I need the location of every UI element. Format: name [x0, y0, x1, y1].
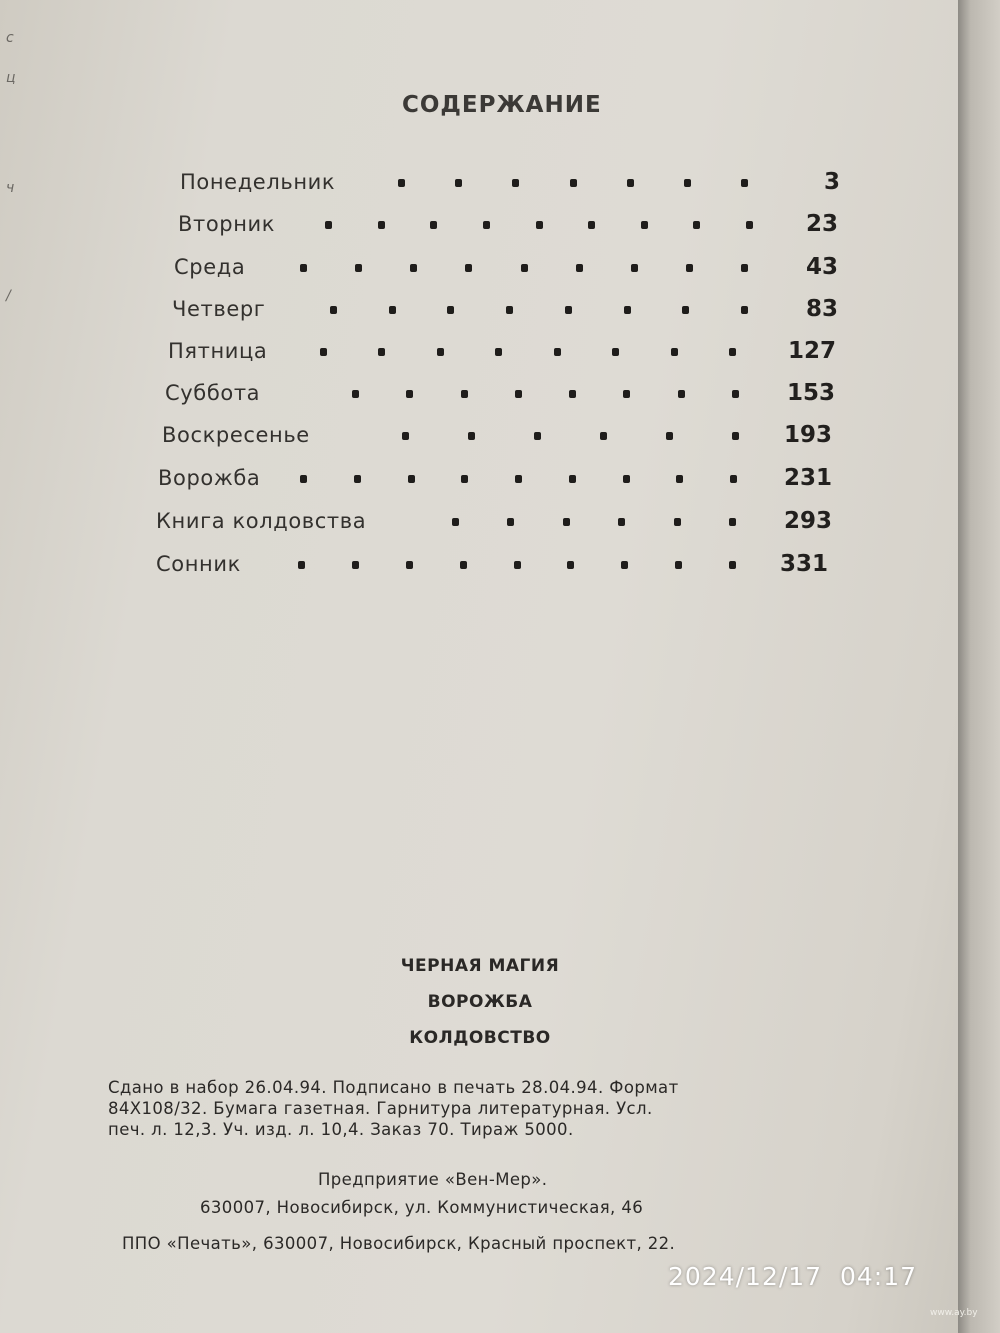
- toc-entry-page-number: 127: [787, 338, 836, 364]
- leader-dot: [621, 561, 628, 569]
- leader-dot: [554, 348, 561, 356]
- imprint-line: 84Х108/32. Бумага газетная. Гарнитура литературная. Усл.: [108, 1099, 653, 1118]
- toc-entry-label: Вторник: [178, 212, 276, 236]
- leader-dot: [521, 264, 528, 272]
- leader-dot: [300, 475, 307, 483]
- toc-entry-page-number: 193: [783, 422, 832, 448]
- leader-dot: [389, 306, 396, 314]
- leader-dot: [741, 179, 748, 187]
- book-title-line: КОЛДОВСТВО: [409, 1028, 551, 1048]
- toc-leader-dots: [0, 334, 1000, 368]
- toc-entry-page-number: 331: [779, 551, 828, 577]
- toc-entry-page-number: 23: [805, 211, 838, 237]
- toc-entry-label: Суббота: [165, 381, 261, 405]
- leader-dot: [406, 561, 413, 569]
- leader-dot: [507, 518, 514, 526]
- leader-dot: [468, 432, 475, 440]
- margin-mark: /: [6, 288, 11, 304]
- leader-dot: [666, 432, 673, 440]
- leader-dot: [565, 306, 572, 314]
- leader-dot: [325, 221, 332, 229]
- leader-dot: [352, 561, 359, 569]
- toc-entry-label: Воскресенье: [162, 423, 310, 447]
- leader-dot: [674, 518, 681, 526]
- leader-dot: [627, 179, 634, 187]
- leader-dot: [378, 348, 385, 356]
- toc-leader-dots: [0, 207, 1000, 241]
- leader-dot: [730, 475, 737, 483]
- leader-dot: [515, 390, 522, 398]
- toc-leader-dots: [0, 165, 1000, 199]
- leader-dot: [675, 561, 682, 569]
- leader-dot: [732, 390, 739, 398]
- toc-entry-page-number: 3: [823, 169, 840, 195]
- leader-dot: [576, 264, 583, 272]
- publisher-enterprise: Предприятие «Вен-Мер».: [318, 1170, 548, 1189]
- leader-dot: [569, 390, 576, 398]
- leader-dot: [570, 179, 577, 187]
- toc-entry-page-number: 83: [805, 296, 838, 322]
- leader-dot: [569, 475, 576, 483]
- toc-leader-dots: [0, 418, 1000, 452]
- leader-dot: [623, 390, 630, 398]
- leader-dot: [330, 306, 337, 314]
- leader-dot: [410, 264, 417, 272]
- leader-dot: [406, 390, 413, 398]
- toc-entry-label: Понедельник: [180, 170, 336, 194]
- leader-dot: [729, 348, 736, 356]
- toc-leader-dots: [0, 292, 1000, 326]
- toc-entry-label: Четверг: [172, 297, 266, 321]
- leader-dot: [483, 221, 490, 229]
- toc-leader-dots: [0, 547, 1000, 581]
- leader-dot: [682, 306, 689, 314]
- leader-dot: [729, 518, 736, 526]
- toc-entry-page-number: 153: [786, 380, 835, 406]
- leader-dot: [465, 264, 472, 272]
- leader-dot: [741, 264, 748, 272]
- leader-dot: [641, 221, 648, 229]
- leader-dot: [461, 390, 468, 398]
- leader-dot: [402, 432, 409, 440]
- leader-dot: [515, 475, 522, 483]
- leader-dot: [430, 221, 437, 229]
- toc-entry-page-number: 43: [805, 254, 838, 280]
- leader-dot: [452, 518, 459, 526]
- leader-dot: [676, 475, 683, 483]
- leader-dot: [320, 348, 327, 356]
- table-of-contents: [0, 0, 1000, 620]
- leader-dot: [741, 306, 748, 314]
- leader-dot: [732, 432, 739, 440]
- toc-leader-dots: [0, 504, 1000, 538]
- book-title-line: ЧЕРНАЯ МАГИЯ: [400, 956, 560, 976]
- leader-dot: [437, 348, 444, 356]
- leader-dot: [686, 264, 693, 272]
- leader-dot: [612, 348, 619, 356]
- site-watermark: www.ay.by: [930, 1308, 978, 1318]
- leader-dot: [455, 179, 462, 187]
- leader-dot: [355, 264, 362, 272]
- leader-dot: [506, 306, 513, 314]
- publisher-address: 630007, Новосибирск, ул. Коммунистическая, 46: [200, 1198, 644, 1217]
- leader-dot: [514, 561, 521, 569]
- leader-dot: [300, 264, 307, 272]
- book-title-block: [380, 948, 580, 1056]
- leader-dot: [461, 475, 468, 483]
- printer-info: ППО «Печать», 630007, Новосибирск, Красный проспект, 22.: [122, 1234, 676, 1253]
- leader-dot: [354, 475, 361, 483]
- leader-dot: [567, 561, 574, 569]
- leader-dot: [684, 179, 691, 187]
- toc-entry-page-number: 293: [783, 508, 832, 534]
- imprint-line: Сдано в набор 26.04.94. Подписано в печать 28.04.94. Формат: [108, 1078, 679, 1097]
- toc-leader-dots: [0, 461, 1000, 495]
- margin-mark: с: [6, 30, 14, 46]
- book-title-line: ВОРОЖБА: [427, 992, 533, 1012]
- leader-dot: [352, 390, 359, 398]
- imprint-line: печ. л. 12,3. Уч. изд. л. 10,4. Заказ 70. Тираж 5000.: [108, 1120, 574, 1139]
- leader-dot: [746, 221, 753, 229]
- leader-dot: [536, 221, 543, 229]
- leader-dot: [563, 518, 570, 526]
- toc-title: СОДЕРЖАНИЕ: [402, 92, 602, 118]
- leader-dot: [512, 179, 519, 187]
- toc-leader-dots: [0, 250, 1000, 284]
- leader-dot: [588, 221, 595, 229]
- toc-entry-label: Среда: [174, 255, 246, 279]
- leader-dot: [623, 475, 630, 483]
- margin-mark: ц: [6, 70, 16, 86]
- leader-dot: [298, 561, 305, 569]
- leader-dot: [600, 432, 607, 440]
- leader-dot: [678, 390, 685, 398]
- leader-dot: [631, 264, 638, 272]
- leader-dot: [408, 475, 415, 483]
- toc-entry-label: Книга колдовства: [156, 509, 367, 533]
- leader-dot: [624, 306, 631, 314]
- leader-dot: [460, 561, 467, 569]
- photo-timestamp: 2024/12/17 04:17: [668, 1262, 918, 1291]
- leader-dot: [447, 306, 454, 314]
- margin-mark: ч: [6, 180, 15, 196]
- toc-entry-label: Сонник: [156, 552, 241, 576]
- leader-dot: [671, 348, 678, 356]
- toc-entry-label: Пятница: [168, 339, 268, 363]
- leader-dot: [398, 179, 405, 187]
- imprint-block: [108, 1077, 848, 1140]
- leader-dot: [618, 518, 625, 526]
- leader-dot: [534, 432, 541, 440]
- leader-dot: [378, 221, 385, 229]
- toc-entry-label: Ворожба: [158, 466, 261, 490]
- leader-dot: [693, 221, 700, 229]
- toc-entry-page-number: 231: [783, 465, 832, 491]
- leader-dot: [495, 348, 502, 356]
- toc-leader-dots: [0, 376, 1000, 410]
- leader-dot: [729, 561, 736, 569]
